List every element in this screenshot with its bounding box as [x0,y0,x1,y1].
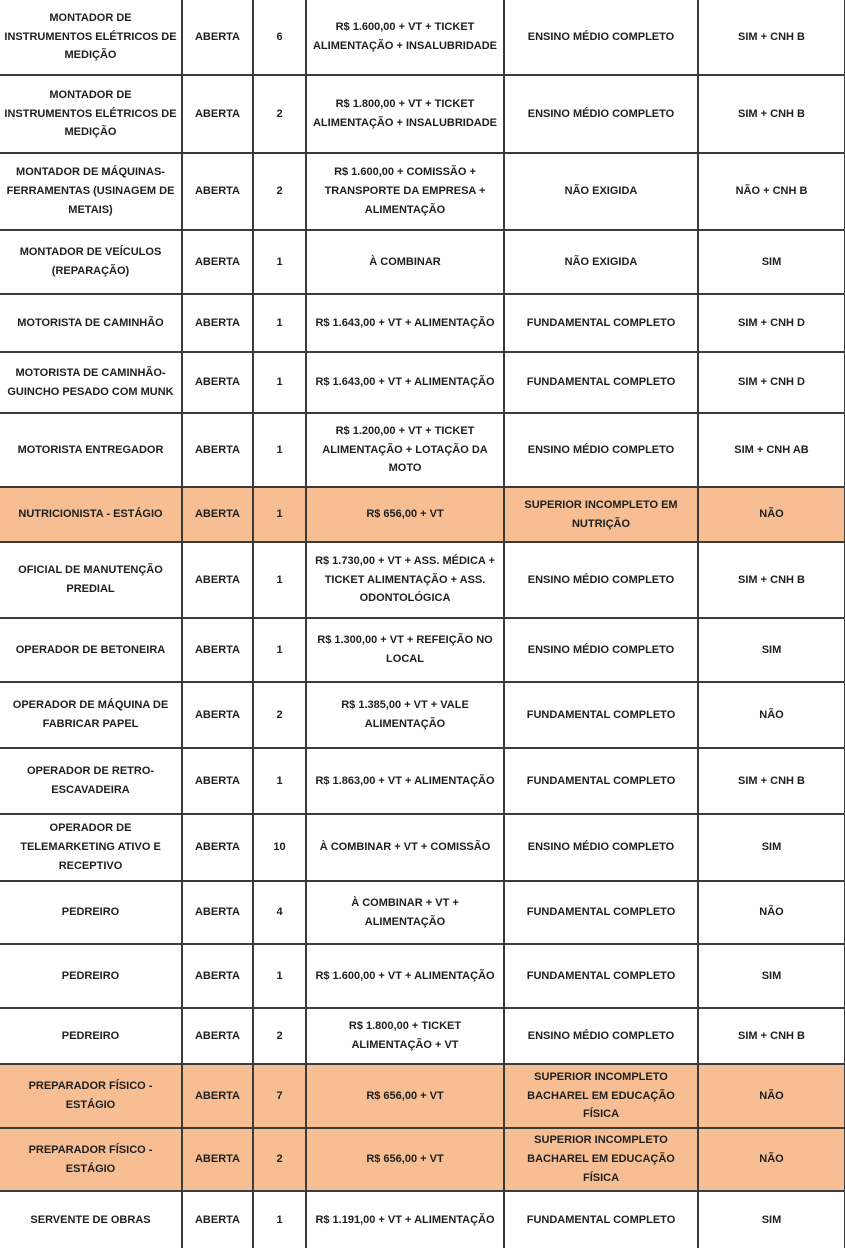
cell-education: FUNDAMENTAL COMPLETO [504,881,698,944]
table-row [0,487,845,542]
table-row [0,352,845,413]
cell-salary-benefits: À COMBINAR + VT + COMISSÃO [306,814,504,881]
cell-status: ABERTA [182,487,253,542]
cell-vacancy-count: 10 [253,814,306,881]
cell-vacancy-count: 2 [253,682,306,748]
cell-status: ABERTA [182,748,253,814]
cell-education: FUNDAMENTAL COMPLETO [504,294,698,352]
cell-education: ENSINO MÉDIO COMPLETO [504,814,698,881]
cell-salary-benefits: R$ 1.600,00 + COMISSÃO + TRANSPORTE DA EMPRESA + ALIMENTAÇÃO [306,153,504,230]
cell-vacancy-count: 1 [253,748,306,814]
cell-experience-license: NÃO + CNH B [698,153,845,230]
cell-vacancy-count: 4 [253,881,306,944]
cell-salary-benefits: R$ 1.600,00 + VT + TICKET ALIMENTAÇÃO + INSALUBRIDADE [306,0,504,75]
table-row [0,1191,845,1248]
table-row [0,1128,845,1191]
cell-education: FUNDAMENTAL COMPLETO [504,352,698,413]
cell-experience-license: SIM [698,1191,845,1248]
cell-salary-benefits: R$ 1.643,00 + VT + ALIMENTAÇÃO [306,294,504,352]
cell-status: ABERTA [182,542,253,618]
cell-job-title: MOTORISTA DE CAMINHÃO [0,294,182,352]
cell-vacancy-count: 1 [253,944,306,1008]
cell-status: ABERTA [182,0,253,75]
cell-education: FUNDAMENTAL COMPLETO [504,944,698,1008]
cell-vacancy-count: 1 [253,413,306,487]
cell-experience-license: SIM [698,618,845,682]
cell-status: ABERTA [182,1064,253,1128]
cell-salary-benefits: R$ 1.300,00 + VT + REFEIÇÃO NO LOCAL [306,618,504,682]
cell-experience-license: SIM + CNH B [698,75,845,153]
cell-job-title: OPERADOR DE MÁQUINA DE FABRICAR PAPEL [0,682,182,748]
cell-experience-license: SIM + CNH B [698,0,845,75]
cell-status: ABERTA [182,1191,253,1248]
cell-status: ABERTA [182,352,253,413]
cell-education: ENSINO MÉDIO COMPLETO [504,1008,698,1064]
cell-status: ABERTA [182,1008,253,1064]
cell-job-title: MONTADOR DE MÁQUINAS-FERRAMENTAS (USINAGEM DE METAIS) [0,153,182,230]
cell-experience-license: NÃO [698,487,845,542]
cell-salary-benefits: R$ 1.800,00 + TICKET ALIMENTAÇÃO + VT [306,1008,504,1064]
cell-status: ABERTA [182,230,253,294]
table-row [0,1008,845,1064]
cell-job-title: OPERADOR DE TELEMARKETING ATIVO E RECEPTIVO [0,814,182,881]
cell-vacancy-count: 1 [253,487,306,542]
cell-experience-license: NÃO [698,682,845,748]
cell-job-title: PREPARADOR FÍSICO - ESTÁGIO [0,1064,182,1128]
cell-experience-license: SIM [698,814,845,881]
cell-job-title: OPERADOR DE RETRO-ESCAVADEIRA [0,748,182,814]
cell-salary-benefits: R$ 1.385,00 + VT + VALE ALIMENTAÇÃO [306,682,504,748]
cell-experience-license: NÃO [698,881,845,944]
cell-experience-license: SIM + CNH AB [698,413,845,487]
table-row [0,75,845,153]
table-row [0,944,845,1008]
cell-experience-license: NÃO [698,1128,845,1191]
cell-vacancy-count: 7 [253,1064,306,1128]
cell-status: ABERTA [182,153,253,230]
cell-salary-benefits: R$ 1.730,00 + VT + ASS. MÉDICA + TICKET ALIMENTAÇÃO + ASS. ODONTOLÓGICA [306,542,504,618]
cell-salary-benefits: À COMBINAR [306,230,504,294]
cell-salary-benefits: R$ 656,00 + VT [306,487,504,542]
cell-salary-benefits: R$ 1.643,00 + VT + ALIMENTAÇÃO [306,352,504,413]
cell-vacancy-count: 2 [253,75,306,153]
cell-status: ABERTA [182,881,253,944]
cell-vacancy-count: 2 [253,1008,306,1064]
cell-education: ENSINO MÉDIO COMPLETO [504,542,698,618]
cell-education: NÃO EXIGIDA [504,230,698,294]
table-row [0,748,845,814]
cell-job-title: PEDREIRO [0,881,182,944]
cell-status: ABERTA [182,814,253,881]
cell-status: ABERTA [182,618,253,682]
cell-education: SUPERIOR INCOMPLETO BACHAREL EM EDUCAÇÃO FÍSICA [504,1064,698,1128]
cell-vacancy-count: 1 [253,230,306,294]
cell-job-title: NUTRICIONISTA - ESTÁGIO [0,487,182,542]
table-row [0,413,845,487]
cell-salary-benefits: R$ 656,00 + VT [306,1128,504,1191]
cell-salary-benefits: R$ 1.191,00 + VT + ALIMENTAÇÃO [306,1191,504,1248]
cell-job-title: MOTORISTA ENTREGADOR [0,413,182,487]
cell-vacancy-count: 1 [253,542,306,618]
cell-salary-benefits: R$ 1.863,00 + VT + ALIMENTAÇÃO [306,748,504,814]
table-row [0,1064,845,1128]
cell-vacancy-count: 6 [253,0,306,75]
table-row [0,814,845,881]
cell-education: FUNDAMENTAL COMPLETO [504,748,698,814]
cell-job-title: OPERADOR DE BETONEIRA [0,618,182,682]
cell-status: ABERTA [182,413,253,487]
cell-experience-license: SIM + CNH D [698,352,845,413]
cell-vacancy-count: 1 [253,618,306,682]
cell-salary-benefits: R$ 1.200,00 + VT + TICKET ALIMENTAÇÃO + LOTAÇÃO DA MOTO [306,413,504,487]
cell-job-title: MOTORISTA DE CAMINHÃO-GUINCHO PESADO COM MUNK [0,352,182,413]
cell-status: ABERTA [182,1128,253,1191]
cell-salary-benefits: R$ 656,00 + VT [306,1064,504,1128]
cell-experience-license: SIM [698,944,845,1008]
cell-experience-license: SIM [698,230,845,294]
table-row [0,682,845,748]
cell-education: ENSINO MÉDIO COMPLETO [504,0,698,75]
cell-experience-license: SIM + CNH B [698,1008,845,1064]
cell-salary-benefits: À COMBINAR + VT + ALIMENTAÇÃO [306,881,504,944]
cell-status: ABERTA [182,944,253,1008]
cell-job-title: PREPARADOR FÍSICO - ESTÁGIO [0,1128,182,1191]
cell-salary-benefits: R$ 1.800,00 + VT + TICKET ALIMENTAÇÃO + INSALUBRIDADE [306,75,504,153]
cell-job-title: OFICIAL DE MANUTENÇÃO PREDIAL [0,542,182,618]
cell-education: SUPERIOR INCOMPLETO EM NUTRIÇÃO [504,487,698,542]
cell-experience-license: SIM + CNH B [698,748,845,814]
cell-job-title: PEDREIRO [0,944,182,1008]
table-row [0,881,845,944]
cell-status: ABERTA [182,294,253,352]
cell-experience-license: NÃO [698,1064,845,1128]
cell-vacancy-count: 1 [253,1191,306,1248]
cell-job-title: MONTADOR DE INSTRUMENTOS ELÉTRICOS DE MEDIÇÃO [0,75,182,153]
table-row [0,230,845,294]
cell-education: ENSINO MÉDIO COMPLETO [504,618,698,682]
cell-job-title: PEDREIRO [0,1008,182,1064]
cell-status: ABERTA [182,75,253,153]
cell-experience-license: SIM + CNH B [698,542,845,618]
cell-job-title: MONTADOR DE INSTRUMENTOS ELÉTRICOS DE MEDIÇÃO [0,0,182,75]
table-row [0,618,845,682]
cell-education: ENSINO MÉDIO COMPLETO [504,75,698,153]
table-row [0,153,845,230]
cell-education: SUPERIOR INCOMPLETO BACHAREL EM EDUCAÇÃO FÍSICA [504,1128,698,1191]
cell-vacancy-count: 1 [253,294,306,352]
cell-education: NÃO EXIGIDA [504,153,698,230]
table-row [0,542,845,618]
cell-job-title: SERVENTE DE OBRAS [0,1191,182,1248]
cell-vacancy-count: 2 [253,1128,306,1191]
cell-education: ENSINO MÉDIO COMPLETO [504,413,698,487]
cell-education: FUNDAMENTAL COMPLETO [504,1191,698,1248]
cell-education: FUNDAMENTAL COMPLETO [504,682,698,748]
cell-salary-benefits: R$ 1.600,00 + VT + ALIMENTAÇÃO [306,944,504,1008]
cell-vacancy-count: 1 [253,352,306,413]
cell-vacancy-count: 2 [253,153,306,230]
cell-job-title: MONTADOR DE VEÍCULOS (REPARAÇÃO) [0,230,182,294]
table-row [0,0,845,75]
cell-experience-license: SIM + CNH D [698,294,845,352]
table-row [0,294,845,352]
cell-status: ABERTA [182,682,253,748]
